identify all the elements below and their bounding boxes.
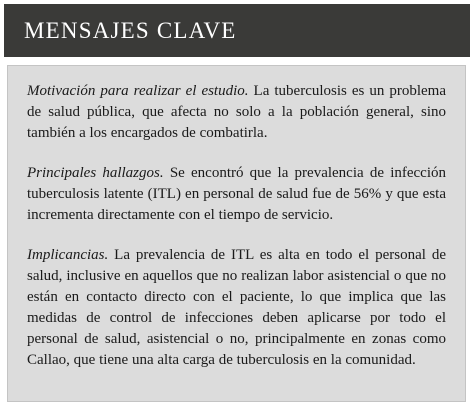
findings-text: Se encontró que la prevalencia de infección tuberculosis latente (ITL) en personal de salud fue de 56% y que esta incrementa directamente con el tiempo de servicio.	[27, 165, 447, 223]
findings-heading: Principales hallazgos.	[27, 165, 164, 181]
findings-paragraph	[27, 163, 446, 226]
implications-text: La prevalencia de ITL es alta en todo el personal de salud, inclusive en aquellos que no realizan labor asistencial o que no están en contacto directo con el paciente, lo que implica que las medidas de control de infecciones deben aplicarse por todo el personal de salud, asistencial o no, principalmente en zonas como Callao, que tiene una alta carga de tuberculosis en la comunidad.	[27, 247, 446, 368]
motivation-heading: Motivación para realizar el estudio.	[27, 83, 249, 99]
header-title: MENSAJES CLAVE	[24, 18, 237, 43]
implications-heading: Implicancias.	[27, 247, 109, 263]
implications-paragraph	[27, 245, 446, 371]
motivation-paragraph	[27, 81, 446, 144]
key-messages-header	[4, 4, 470, 57]
key-messages-box	[7, 65, 466, 402]
motivation-text: La tuberculosis es un problema de salud pública, que afecta no solo a la población general, sino también a los encargados de combatirla.	[27, 83, 447, 141]
